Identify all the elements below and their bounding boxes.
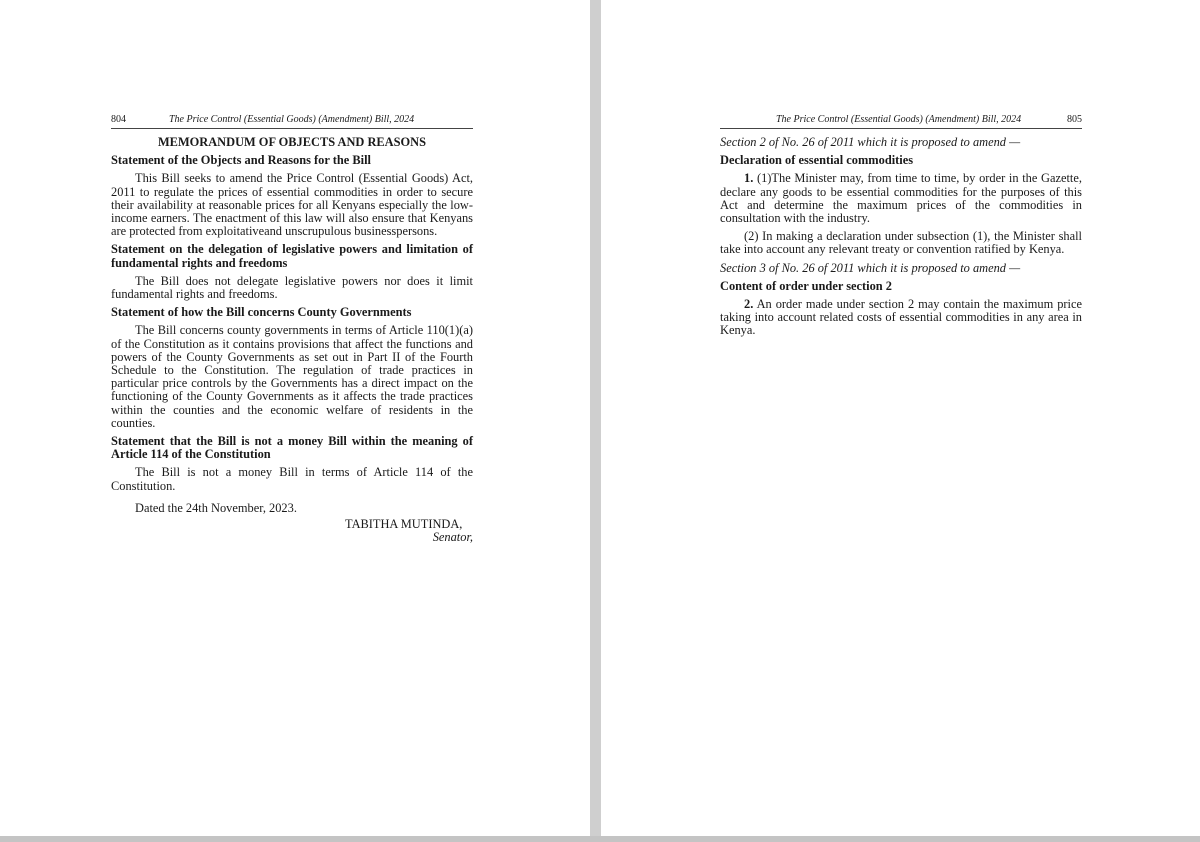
objects-heading: Statement of the Objects and Reasons for the Bill — [111, 153, 371, 168]
clause-1-paragraph — [720, 172, 1082, 225]
running-title: The Price Control (Essential Goods) (Amendment) Bill, 2024 — [169, 114, 415, 125]
running-head-left — [111, 114, 473, 129]
clause-2-number: 2. — [744, 297, 754, 312]
memorandum-body — [111, 136, 473, 544]
clause-1-subsection-2: (2) In making a declaration under subsection (1), the Minister shall take into account any relevant treaty or convention ratified by Kenya. — [720, 229, 1082, 257]
page-805 — [601, 0, 1200, 836]
section-3-heading: Content of order under section 2 — [720, 278, 892, 293]
running-head-right — [720, 114, 1082, 129]
memorandum-title: MEMORANDUM OF OBJECTS AND REASONS — [157, 135, 427, 149]
page-number: 804 — [111, 114, 126, 125]
delegation-paragraph: The Bill does not delegate legislative powers nor does it limit fundamental rights and freedoms. — [111, 273, 473, 302]
amendment-body — [720, 136, 1082, 343]
county-paragraph: The Bill concerns county governments in terms of Article 110(1)(a) of the Constitution as it contains provisions that affect the functions and powers of the County Governments as set out in Part II of the Fourth Schedule to the Constitution. The regulation of trade practices in particular price controls by the Governments has a direct impact on the functioning of the County Governments as it affects the trade practices within the counties and the economic welfare of residents in the counties. — [111, 323, 473, 430]
county-heading: Statement of how the Bill concerns County Governments — [111, 305, 412, 320]
money-bill-heading: Statement that the Bill is not a money Bill within the meaning of Article 114 of the Constitution — [111, 434, 473, 462]
running-title: The Price Control (Essential Goods) (Amendment) Bill, 2024 — [776, 114, 1022, 125]
money-bill-paragraph: The Bill is not a money Bill in terms of Article 114 of the Constitution. — [111, 465, 473, 493]
signer-title: Senator, — [432, 530, 473, 545]
signer-name: TABITHA MUTINDA, — [345, 517, 463, 532]
bottom-scroll-strip — [0, 836, 1200, 842]
page-804 — [0, 0, 590, 836]
dated-line: Dated the 24th November, 2023. — [135, 500, 297, 515]
section-3-reference: Section 3 of No. 26 of 2011 which it is proposed to amend — — [720, 260, 1021, 275]
page-number: 805 — [1067, 114, 1082, 125]
page-gutter — [590, 0, 601, 842]
clause-1-text: (1)The Minister may, from time to time, by order in the Gazette, declare any goods to be essential commodities for the purposes of this Act and determine the maximum prices of the commodities in consultation with the industry. — [720, 171, 1082, 226]
clause-1-number: 1. — [744, 171, 754, 186]
section-2-reference: Section 2 of No. 26 of 2011 which it is proposed to amend — — [720, 135, 1021, 149]
delegation-heading: Statement on the delegation of legislative powers and limitation of fundamental rights and freedoms — [111, 242, 473, 270]
clause-2-text: An order made under section 2 may contain the maximum price taking into account related costs of essential commodities in any area in Kenya. — [720, 297, 1082, 338]
section-2-heading: Declaration of essential commodities — [720, 153, 914, 168]
objects-paragraph: This Bill seeks to amend the Price Control (Essential Goods) Act, 2011 to regulate the prices of essential commodities in order to secure their availability at reasonable prices for all Kenyans especially the low-income earners. The enactment of this law will also ensure that Kenyans are protected from exploitativeand unscrupulous businesspersons. — [111, 171, 473, 239]
clause-2-paragraph — [720, 298, 1082, 338]
